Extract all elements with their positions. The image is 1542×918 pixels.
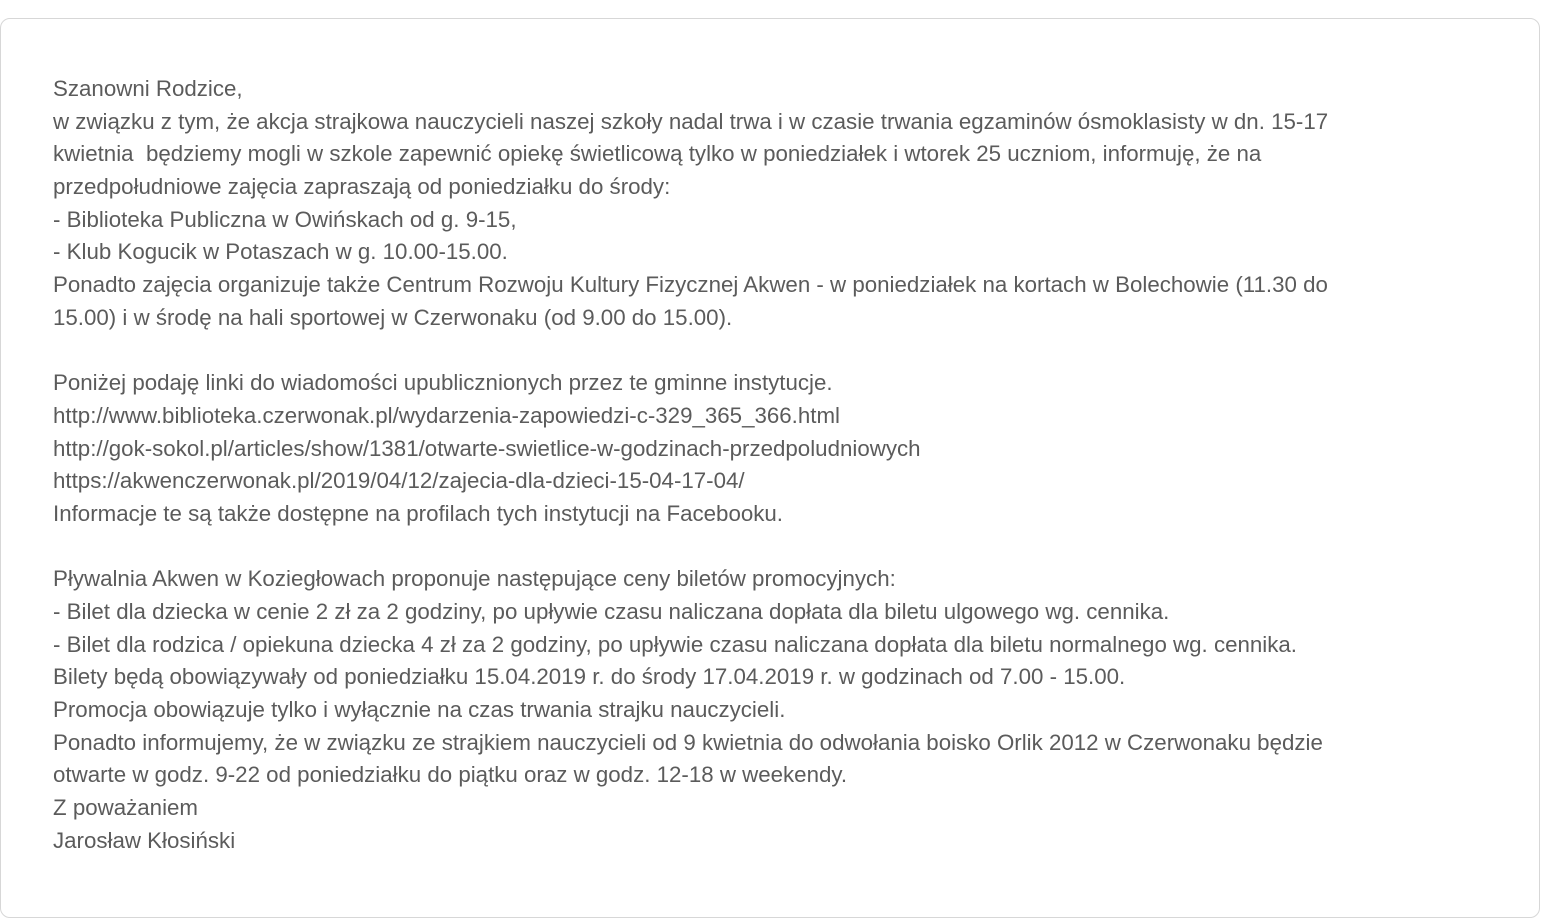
blank-line bbox=[53, 335, 1503, 368]
pool-line: otwarte w godz. 9-22 od poniedziałku do piątku oraz w godz. 12-18 w weekendy. bbox=[53, 762, 848, 788]
message-body bbox=[53, 73, 1503, 858]
intro-line: Ponadto zajęcia organizuje także Centrum Rozwoju Kultury Fizycznej Akwen - w poniedziałek na kortach w Bolechowie (11.30 do bbox=[53, 272, 1328, 298]
akwen-link[interactable]: https://akwenczerwonak.pl/2019/04/12/zajecia-dla-dzieci-15-04-17-04/ bbox=[53, 468, 745, 494]
intro-list-item: - Biblioteka Publiczna w Owińskach od g. 9-15, bbox=[53, 206, 517, 232]
link-line bbox=[53, 400, 1503, 433]
intro-line: kwietnia będziemy mogli w szkole zapewnić opiekę świetlicową tylko w poniedziałek i wtorek 25 uczniom, informuję, że na bbox=[53, 141, 1262, 167]
pool-line: Promocja obowiązuje tylko i wyłącznie na czas trwania strajku nauczycieli. bbox=[53, 697, 786, 723]
pool-list-item: - Bilet dla rodzica / opiekuna dziecka 4 zł za 2 godziny, po upływie czasu naliczana dopłata dla biletu normalnego wg. cennika. bbox=[53, 631, 1297, 657]
pool-list-item: - Bilet dla dziecka w cenie 2 zł za 2 godziny, po upływie czasu naliczana dopłata dla biletu ulgowego wg. cennika. bbox=[53, 599, 1170, 624]
closing: Z poważaniem bbox=[53, 795, 198, 821]
link-line bbox=[53, 465, 1503, 498]
gok-sokol-link[interactable]: http://gok-sokol.pl/articles/show/1381/otwarte-swietlice-w-godzinach-przedpoludniowych bbox=[53, 435, 921, 461]
links-intro: Poniżej podaję linki do wiadomości upublicznionych przez te gminne instytucje. bbox=[53, 370, 833, 396]
greeting: Szanowni Rodzice, bbox=[53, 76, 243, 101]
pool-line: Bilety będą obowiązywały od poniedziałku 15.04.2019 r. do środy 17.04.2019 r. w godzinach od 7.00 - 15.00. bbox=[53, 664, 1126, 690]
link-line bbox=[53, 433, 1503, 466]
intro-list-item: - Klub Kogucik w Potaszach w g. 10.00-15.00. bbox=[53, 239, 508, 265]
links-outro: Informacje te są także dostępne na profilach tych instytucji na Facebooku. bbox=[53, 500, 784, 526]
message-panel bbox=[0, 18, 1540, 918]
biblioteka-link[interactable]: http://www.biblioteka.czerwonak.pl/wydarzenia-zapowiedzi-c-329_365_366.html bbox=[53, 402, 840, 428]
intro-line: przedpołudniowe zajęcia zapraszają od poniedziałku do środy: bbox=[53, 174, 671, 200]
pool-line: Ponadto informujemy, że w związku ze strajkiem nauczycieli od 9 kwietnia do odwołania boisko Orlik 2012 w Czerwonaku będzie bbox=[53, 729, 1323, 755]
pool-line: Pływalnia Akwen w Koziegłowach proponuje następujące ceny biletów promocyjnych: bbox=[53, 566, 896, 592]
intro-line: w związku z tym, że akcja strajkowa nauczycieli naszej szkoły nadal trwa i w czasie trwania egzaminów ósmoklasisty w dn. 15-17 bbox=[53, 108, 1329, 134]
signature: Jarosław Kłosiński bbox=[53, 827, 236, 853]
intro-line: 15.00) i w środę na hali sportowej w Czerwonaku (od 9.00 do 15.00). bbox=[53, 304, 733, 330]
blank-line bbox=[53, 531, 1503, 564]
